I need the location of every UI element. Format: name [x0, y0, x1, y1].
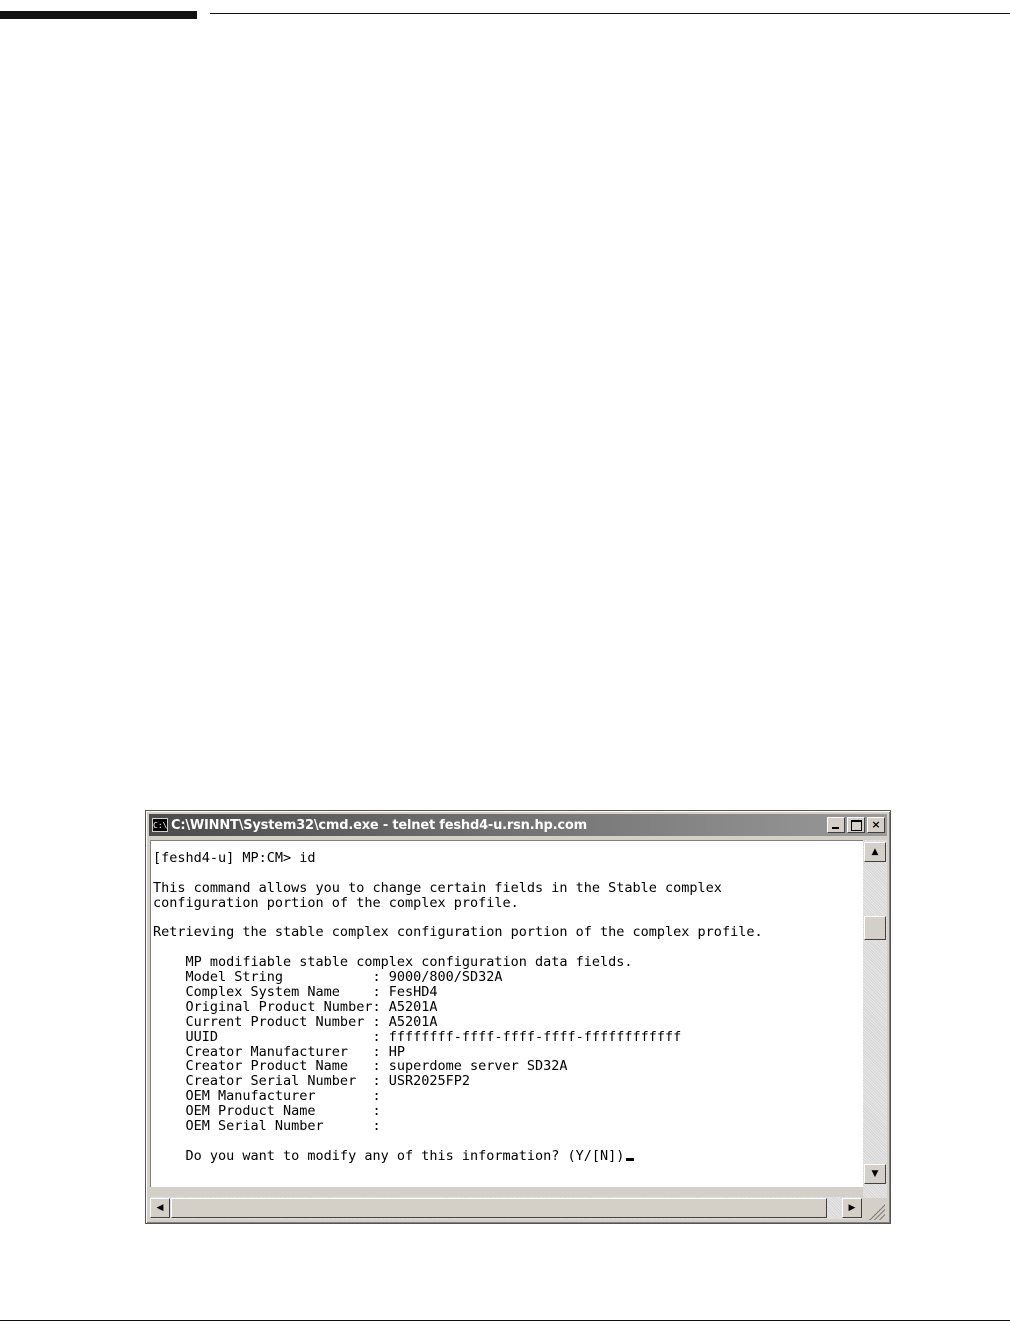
console-line: [153, 866, 863, 881]
scroll-up-button[interactable]: [864, 842, 886, 862]
console-line: [153, 940, 863, 955]
text-cursor: [626, 1158, 634, 1161]
title-bar[interactable]: [149, 814, 887, 836]
console-line: MP modifiable stable complex configuration data fields.: [153, 954, 633, 971]
console-line: [153, 1134, 863, 1149]
close-icon: ×: [871, 818, 881, 831]
maximize-icon: [851, 820, 862, 831]
header-thick-rule: [0, 11, 197, 19]
vertical-scrollbar[interactable]: [863, 840, 887, 1198]
console-line: configuration portion of the complex profile.: [153, 894, 519, 911]
vertical-scroll-thumb[interactable]: [864, 916, 886, 940]
console-line: [153, 911, 863, 926]
console-line: Retrieving the stable complex configuration portion of the complex profile.: [153, 924, 763, 941]
prompt-line: [153, 1149, 863, 1164]
console-line: UUID : ffffffff-ffff-ffff-ffff-ffffffffffff: [153, 1028, 682, 1045]
prompt-text: Do you want to modify any of this information? (Y/[N]): [153, 1147, 625, 1164]
console-output-area[interactable]: [150, 840, 863, 1187]
close-button[interactable]: [867, 817, 885, 833]
resize-grip-icon[interactable]: [865, 1200, 885, 1220]
window-controls: [827, 817, 885, 833]
console-line: Creator Serial Number : USR2025FP2: [153, 1073, 470, 1090]
arrow-up-icon: ▲: [871, 847, 879, 857]
console-app-icon[interactable]: C:\: [152, 818, 168, 832]
maximize-button[interactable]: [847, 817, 865, 833]
footer-rule: [0, 1320, 1010, 1321]
console-line: Model String : 9000/800/SD32A: [153, 969, 503, 986]
scroll-right-button[interactable]: [842, 1198, 862, 1218]
console-line: OEM Manufacturer :: [153, 1088, 381, 1105]
console-line: This command allows you to change certain fields in the Stable complex: [153, 879, 722, 896]
console-line: Creator Manufacturer : HP: [153, 1043, 405, 1060]
window-title: C:\WINNT\System32\cmd.exe - telnet feshd4-u.rsn.hp.com: [171, 817, 587, 833]
arrow-down-icon: ▼: [871, 1169, 879, 1179]
arrow-left-icon: ◀: [156, 1203, 164, 1213]
console-text: [151, 841, 863, 1164]
scroll-down-button[interactable]: [864, 1164, 886, 1184]
console-line: [feshd4-u] MP:CM> id: [153, 850, 316, 866]
console-line: Current Product Number : A5201A: [153, 1013, 438, 1030]
arrow-right-icon: ▶: [848, 1203, 856, 1213]
minimize-button[interactable]: [827, 817, 845, 833]
scroll-left-button[interactable]: [150, 1198, 170, 1218]
console-line: Complex System Name : FesHD4: [153, 984, 438, 1001]
minimize-icon: [832, 827, 839, 829]
console-line: Creator Product Name : superdome server SD32A: [153, 1058, 568, 1075]
console-window: [145, 810, 891, 1224]
horizontal-scrollbar[interactable]: [150, 1197, 862, 1219]
header-thin-rule: [210, 13, 1010, 14]
console-line: OEM Product Name :: [153, 1103, 381, 1120]
horizontal-scroll-thumb[interactable]: [171, 1198, 827, 1218]
console-line: Original Product Number: A5201A: [153, 998, 438, 1015]
console-line: OEM Serial Number :: [153, 1118, 381, 1135]
